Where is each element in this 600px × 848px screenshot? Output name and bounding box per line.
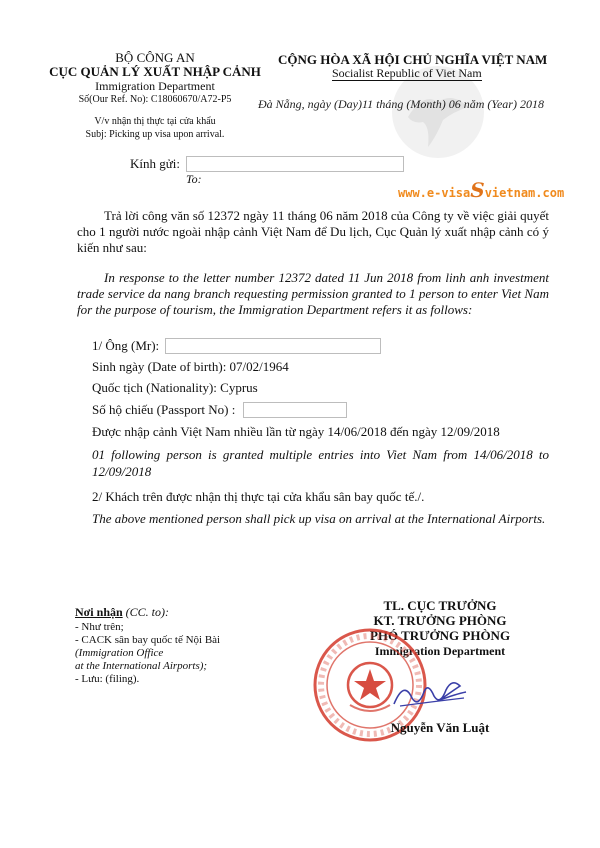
republic-name-en: Socialist Republic of Viet Nam <box>332 66 482 80</box>
watermark-url <box>398 178 564 202</box>
watermark-s-letter: S <box>470 178 485 202</box>
entry-permission-vn: Được nhập cảnh Việt Nam nhiều lần từ ngày 14/06/2018 đến ngày 12/09/2018 <box>92 424 500 439</box>
watermark-suffix: vietnam.com <box>484 186 565 200</box>
ministry-name: BỘ CÔNG AN <box>115 50 195 65</box>
republic-name: CỘNG HÒA XÃ HỘI CHỦ NGHĨA VIỆT NAM <box>278 52 548 67</box>
mr-label: 1/ Ông (Mr): <box>92 338 160 353</box>
reference-number: Số(Our Ref. No): C18060670/A72-P5 <box>78 94 232 105</box>
response-paragraph-vn: Trả lời công văn số 12372 ngày 11 tháng 06 năm 2018 của Công ty về việc giải quyết cho 1 người nước ngoài nhập cảnh Việt Nam để Du lịch, Cục Quản lý xuất nhập cảnh có ý kiến như sau: <box>77 208 549 255</box>
signature-title-2: KT. TRƯỞNG PHÒNG <box>373 613 507 628</box>
signer-name: Nguyễn Văn Luật <box>390 720 490 735</box>
pickup-visa-vn: 2/ Khách trên được nhận thị thực tại cửa khẩu sân bay quốc tế./. <box>92 489 425 504</box>
response-paragraph-en: In response to the letter number 12372 dated 11 Jun 2018 from linh anh investment trade service da nang branch requesting permission granted to 1 person to enter Viet Nam for the purpose of tourism, the Immigration Department refers it as follows: <box>77 270 549 317</box>
entry-permission-en: 01 following person is granted multiple entries into Viet Nam from 14/06/2018 to 12/09/2018 <box>92 447 549 479</box>
recipients-title-en: (CC. to): <box>122 605 170 619</box>
watermark-prefix: www.e-visa <box>398 186 471 200</box>
recipient-item: - Lưu: (filing). <box>75 673 140 685</box>
passport-number-field <box>243 402 347 418</box>
mr-name-field <box>165 338 381 354</box>
signature-department: Immigration Department <box>374 644 506 658</box>
signature-title-1: TL. CỤC TRƯỞNG <box>383 598 497 613</box>
signature-title-3: PHÓ TRƯỞNG PHÒNG <box>369 628 511 643</box>
nationality: Quốc tịch (Nationality): Cyprus <box>92 380 258 395</box>
subject-en: Subj: Picking up visa upon arrival. <box>85 129 225 140</box>
department-name: CỤC QUẢN LÝ XUẤT NHẬP CẢNH <box>49 64 261 79</box>
recipients-title <box>75 605 169 620</box>
date-line: Đà Nẵng, ngày (Day)11 tháng (Month) 06 năm (Year) 2018 <box>258 97 544 111</box>
department-name-en: Immigration Department <box>95 79 215 93</box>
pickup-visa-en: The above mentioned person shall pick up visa on arrival at the International Airports. <box>92 511 546 526</box>
subject-vn: V/v nhận thị thực tại cửa khẩu <box>94 116 216 127</box>
recipient-item: at the International Airports); <box>75 660 208 672</box>
addressee-field <box>186 156 404 172</box>
recipients-title-vn: Nơi nhận <box>75 605 123 619</box>
passport-label: Số hộ chiếu (Passport No) : <box>92 402 236 417</box>
recipient-item: - Như trên; <box>75 621 124 633</box>
addressee-label-en: To: <box>186 172 202 186</box>
handwritten-signature <box>390 672 470 712</box>
recipient-item: - CACK sân bay quốc tế Nội Bài <box>75 634 221 646</box>
addressee-label-vn: Kính gửi: <box>130 156 181 171</box>
date-of-birth: Sinh ngày (Date of birth): 07/02/1964 <box>92 359 289 374</box>
recipient-item: (Immigration Office <box>75 647 164 659</box>
